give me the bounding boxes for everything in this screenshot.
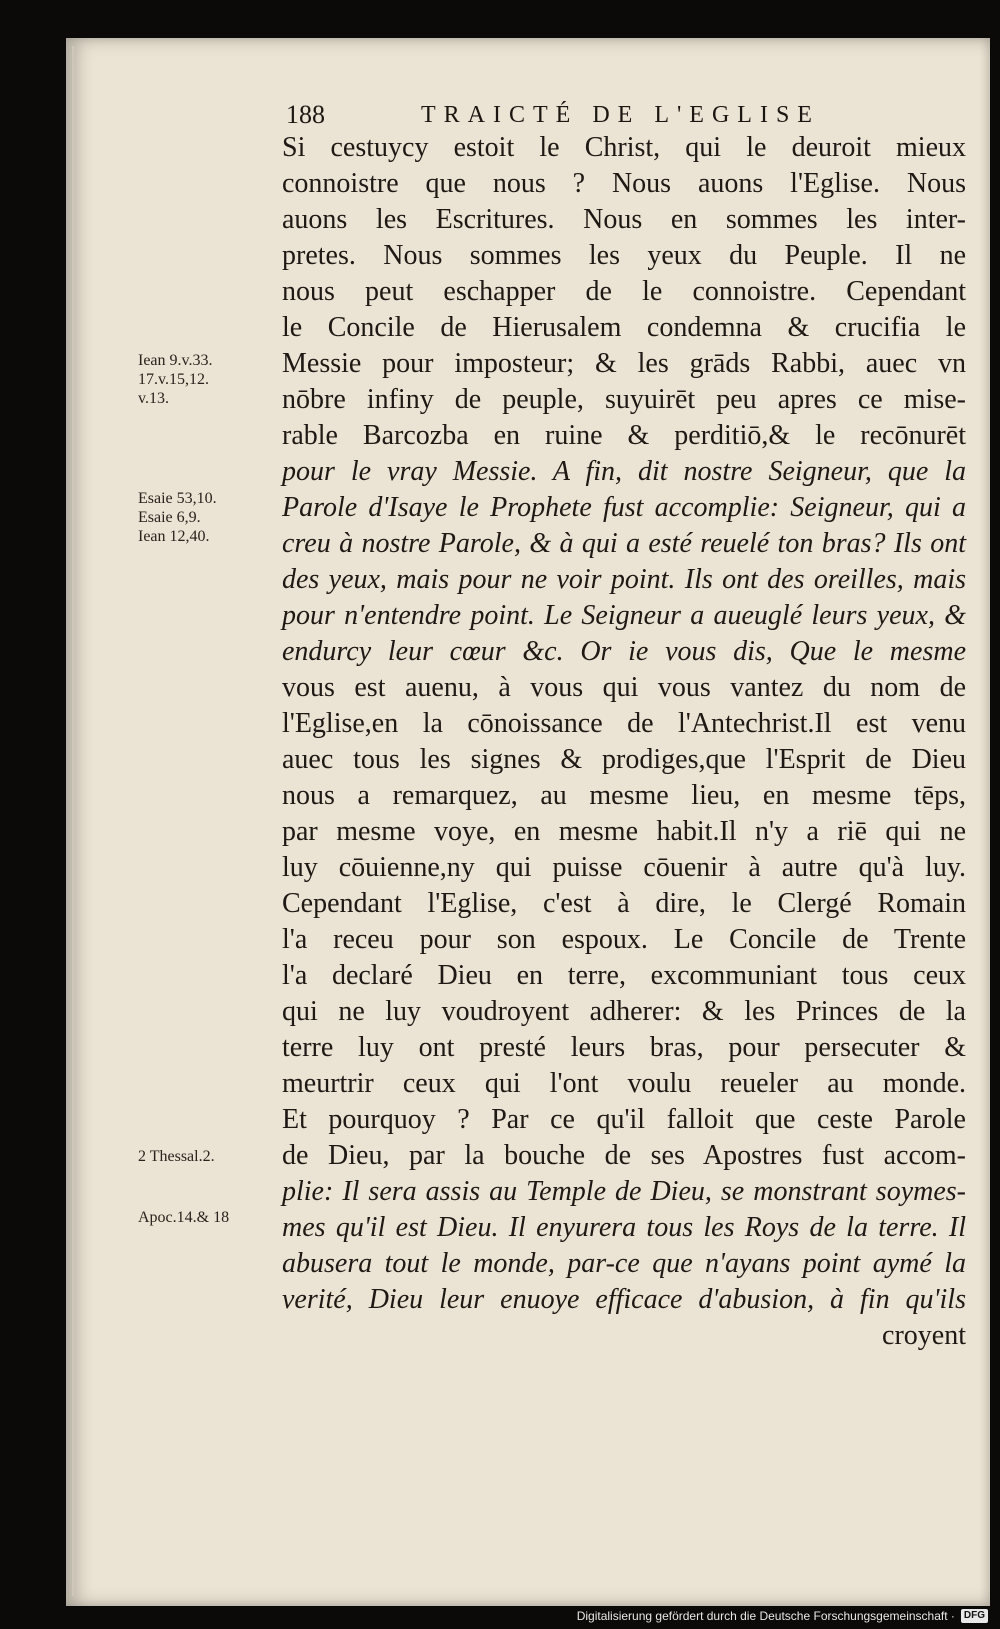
margin-note: 2 Thessal.2. bbox=[138, 1148, 215, 1165]
text-line: mes qu'il est Dieu. Il enyurera tous les Roys de la terre. Il bbox=[282, 1212, 966, 1243]
text-line: auec tous les signes & prodiges,que l'Esprit de Dieu bbox=[282, 744, 966, 775]
text-line: de Dieu, par la bouche de ses Apostres fust accom- bbox=[282, 1140, 966, 1171]
text-line: l'Eglise,en la cōnoissance de l'Antechrist.Il est venu bbox=[282, 708, 966, 739]
text-line: vous est auenu, à vous qui vous vantez du nom de bbox=[282, 672, 966, 703]
margin-note: Apoc.14.& 18 bbox=[138, 1209, 230, 1226]
margin-note: Iean 12,40. bbox=[138, 528, 210, 545]
text-line: nōbre infiny de peuple, suyuirēt peu apres ce mise- bbox=[282, 384, 966, 415]
text-line: nous a remarquez, au mesme lieu, en mesme tēps, bbox=[282, 780, 966, 811]
margin-note: v.13. bbox=[138, 390, 169, 407]
text-line: pour n'entendre point. Le Seigneur a aueuglé leurs yeux, & bbox=[282, 600, 966, 631]
text-line: l'a declaré Dieu en terre, excommuniant tous ceux bbox=[282, 960, 966, 991]
text-line: l'a receu pour son espoux. Le Concile de Trente bbox=[282, 924, 966, 955]
text-line: Si cestuycy estoit le Christ, qui le deuroit mieux bbox=[282, 132, 966, 163]
text-line: des yeux, mais pour ne voir point. Ils ont des oreilles, mais bbox=[282, 564, 966, 595]
text-line: pour le vray Messie. A fin, dit nostre Seigneur, que la bbox=[282, 456, 966, 487]
margin-note: Esaie 6,9. bbox=[138, 509, 201, 526]
page-fold bbox=[72, 46, 74, 1596]
text-line: nous peut eschapper de le connoistre. Cependant bbox=[282, 276, 966, 307]
text-line: auons les Escritures. Nous en sommes les inter- bbox=[282, 204, 966, 235]
text-line: creu à nostre Parole, & à qui a esté reuelé ton bras? Ils ont bbox=[282, 528, 966, 559]
text-line: meurtrir ceux qui l'ont voulu reueler au monde. bbox=[282, 1068, 966, 1099]
book-page bbox=[66, 38, 990, 1606]
running-title: TRAICTÉ DE L'EGLISE bbox=[421, 102, 820, 128]
page-number: 188 bbox=[286, 100, 325, 129]
text-line: verité, Dieu leur enuoye efficace d'abusion, à fin qu'ils bbox=[282, 1284, 966, 1315]
text-line: le Concile de Hierusalem condemna & crucifia le bbox=[282, 312, 966, 343]
text-line: terre luy ont presté leurs bras, pour persecuter & bbox=[282, 1032, 966, 1063]
text-line: par mesme voye, en mesme habit.Il n'y a riē qui ne bbox=[282, 816, 966, 847]
text-line: pretes. Nous sommes les yeux du Peuple. Il ne bbox=[282, 240, 966, 271]
text-line: connoistre que nous ? Nous auons l'Eglise. Nous bbox=[282, 168, 966, 199]
text-line: Messie pour imposteur; & les grāds Rabbi, auec vn bbox=[282, 348, 966, 379]
text-line: qui ne luy voudroyent adherer: & les Princes de la bbox=[282, 996, 966, 1027]
text-line: croyent bbox=[882, 1320, 966, 1351]
dfg-logo: DFG bbox=[961, 1609, 988, 1623]
digitization-credit bbox=[577, 1607, 988, 1625]
margin-note: 17.v.15,12. bbox=[138, 371, 209, 388]
text-line: Et pourquoy ? Par ce qu'il falloit que ceste Parole bbox=[282, 1104, 966, 1135]
text-line: rable Barcozba en ruine & perditiō,& le recōnurēt bbox=[282, 420, 966, 451]
text-line: endurcy leur cœur &c. Or ie vous dis, Que le mesme bbox=[282, 636, 966, 667]
margin-note: Iean 9.v.33. bbox=[138, 352, 213, 369]
text-line: plie: Il sera assis au Temple de Dieu, se monstrant soymes- bbox=[282, 1176, 966, 1207]
body-text bbox=[282, 130, 966, 1354]
text-line: luy cōuienne,ny qui puisse cōuenir à autre qu'à luy. bbox=[282, 852, 966, 883]
credit-text: Digitalisierung gefördert durch die Deutsche Forschungsgemeinschaft · bbox=[576, 1609, 955, 1623]
text-line: abusera tout le monde, par-ce que n'ayans point aymé la bbox=[282, 1248, 966, 1279]
text-line: Cependant l'Eglise, c'est à dire, le Clergé Romain bbox=[282, 888, 966, 919]
text-line: Parole d'Isaye le Prophete fust accomplie: Seigneur, qui a bbox=[282, 492, 966, 523]
margin-note: Esaie 53,10. bbox=[138, 490, 217, 507]
